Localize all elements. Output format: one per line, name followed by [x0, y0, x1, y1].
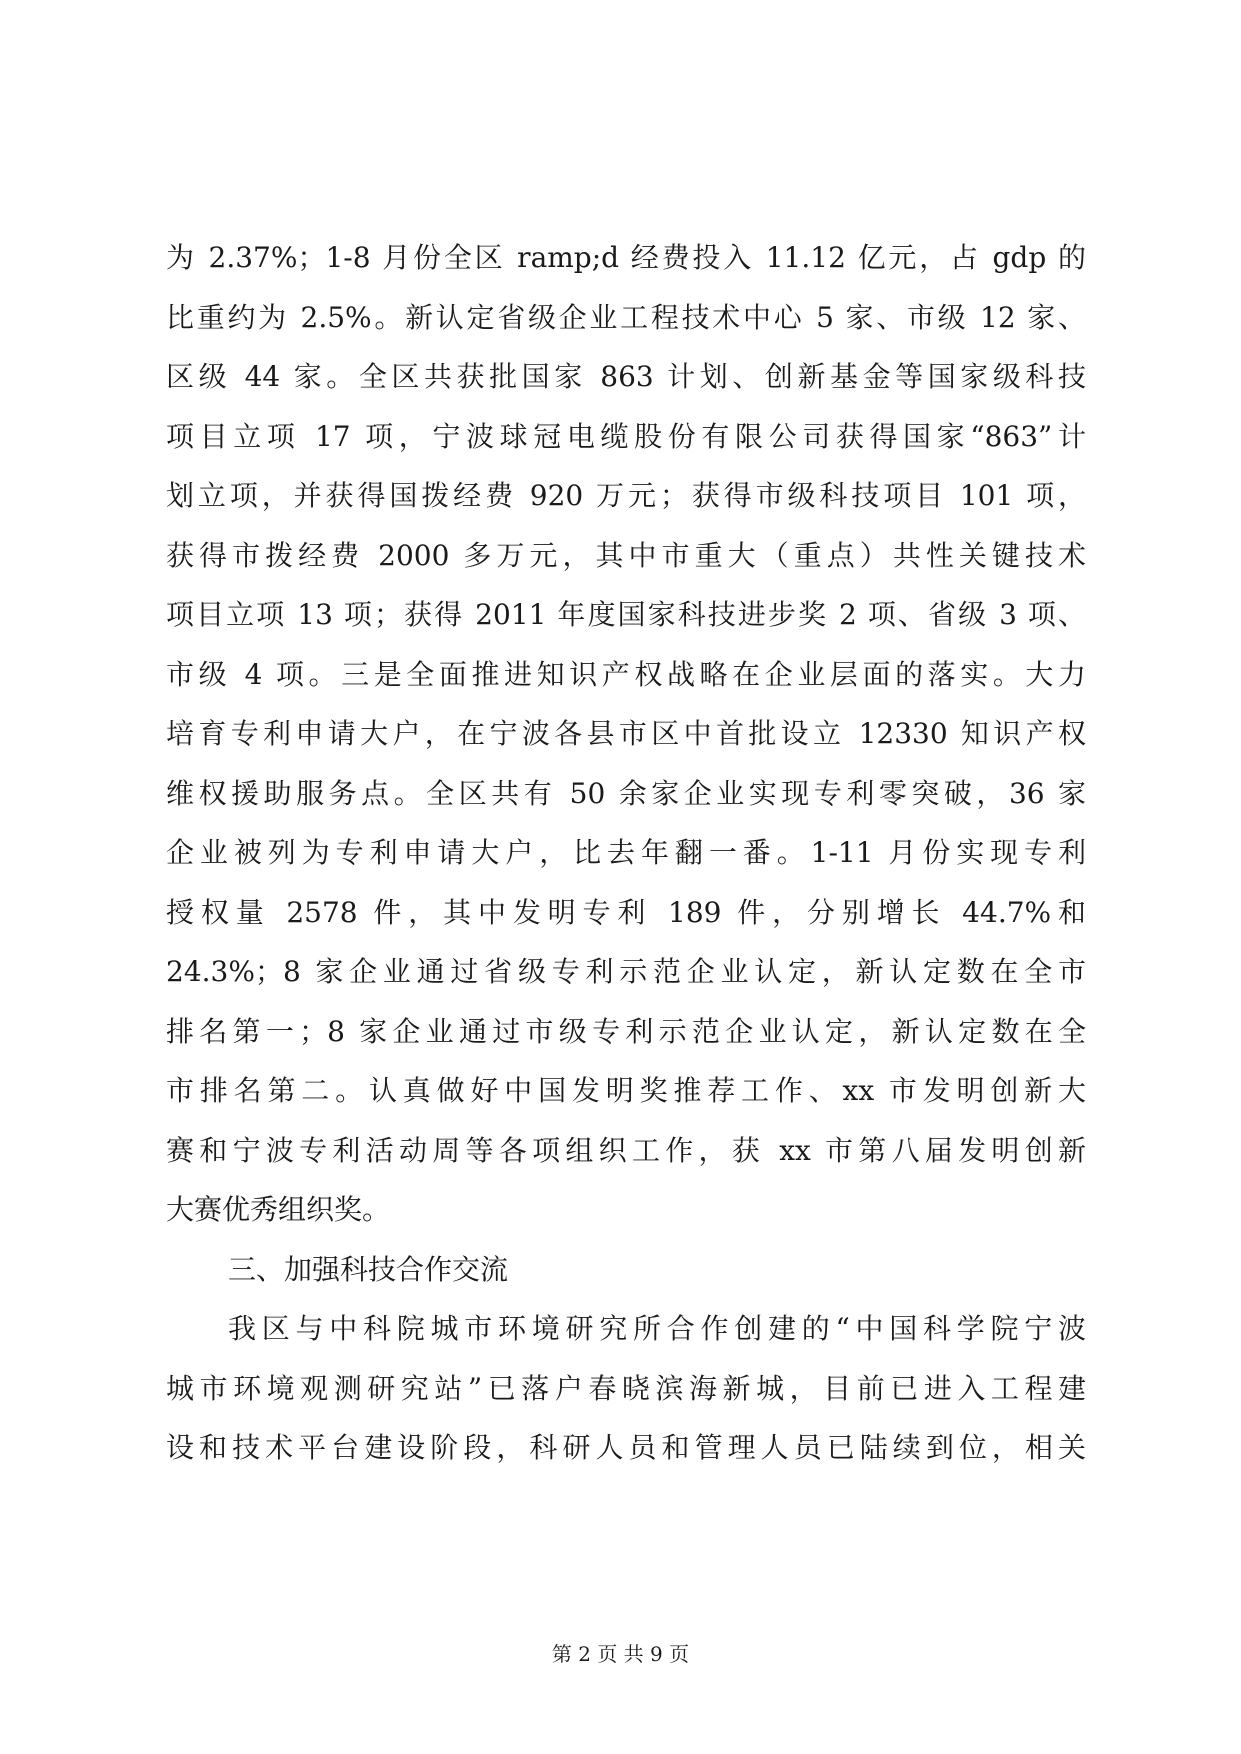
text-line: 区级 44 家。全区共获批国家 863 计划、创新基金等国家级科技 [166, 360, 1086, 393]
text-line: 设和技术平台建设阶段，科研人员和管理人员已陆续到位，相关 [166, 1431, 1086, 1464]
text-line: 排名第一；8 家企业通过市级专利示范企业认定，新认定数在全 [166, 1014, 1086, 1048]
text-line: 企业被列为专利申请大户，比去年翻一番。1-11 月份实现专利 [166, 836, 1086, 869]
text-line: 城市环境观测研究站”已落户春晓滨海新城，目前已进入工程建 [166, 1371, 1086, 1405]
text-line: 授权量 2578 件，其中发明专利 189 件，分别增长 44.7%和 [166, 895, 1086, 929]
text-line: 市级 4 项。三是全面推进知识产权战略在企业层面的落实。大力 [166, 657, 1086, 691]
text-line: 比重约为 2.5%。新认定省级企业工程技术中心 5 家、市级 12 家、 [166, 300, 1086, 334]
text-line: 市排名第二。认真做好中国发明奖推荐工作、xx 市发明创新大 [166, 1074, 1086, 1107]
text-line: 项目立项 13 项；获得 2011 年度国家科技进步奖 2 项、省级 3 项、 [166, 598, 1086, 631]
text-line: 维权援助服务点。全区共有 50 余家企业实现专利零突破，36 家 [166, 776, 1086, 810]
text-line: 项目立项 17 项，宁波球冠电缆股份有限公司获得国家“863”计 [166, 419, 1086, 453]
text-line: 获得市拨经费 2000 多万元，其中市重大（重点）共性关键技术 [166, 538, 1086, 572]
text-line: 大赛优秀组织奖。 [166, 1193, 391, 1226]
text-line: 我区与中科院城市环境研究所合作创建的“中国科学院宁波 [228, 1312, 1086, 1345]
document-body [166, 228, 1086, 1478]
page-number-footer: 第 2 页 共 9 页 [551, 1642, 690, 1666]
text-line: 培育专利申请大户，在宁波各县市区中首批设立 12330 知识产权 [166, 717, 1086, 750]
text-line: 划立项，并获得国拨经费 920 万元；获得市级科技项目 101 项， [166, 479, 1086, 512]
text-line: 为 2.37%；1-8 月份全区 ramp;d 经费投入 11.12 亿元，占 gdp 的 [166, 241, 1086, 274]
section-heading: 三、加强科技合作交流 [228, 1252, 509, 1286]
text-line: 赛和宁波专利活动周等各项组织工作，获 xx 市第八届发明创新 [166, 1133, 1086, 1167]
text-line: 24.3%；8 家企业通过省级专利示范企业认定，新认定数在全市 [166, 955, 1086, 988]
